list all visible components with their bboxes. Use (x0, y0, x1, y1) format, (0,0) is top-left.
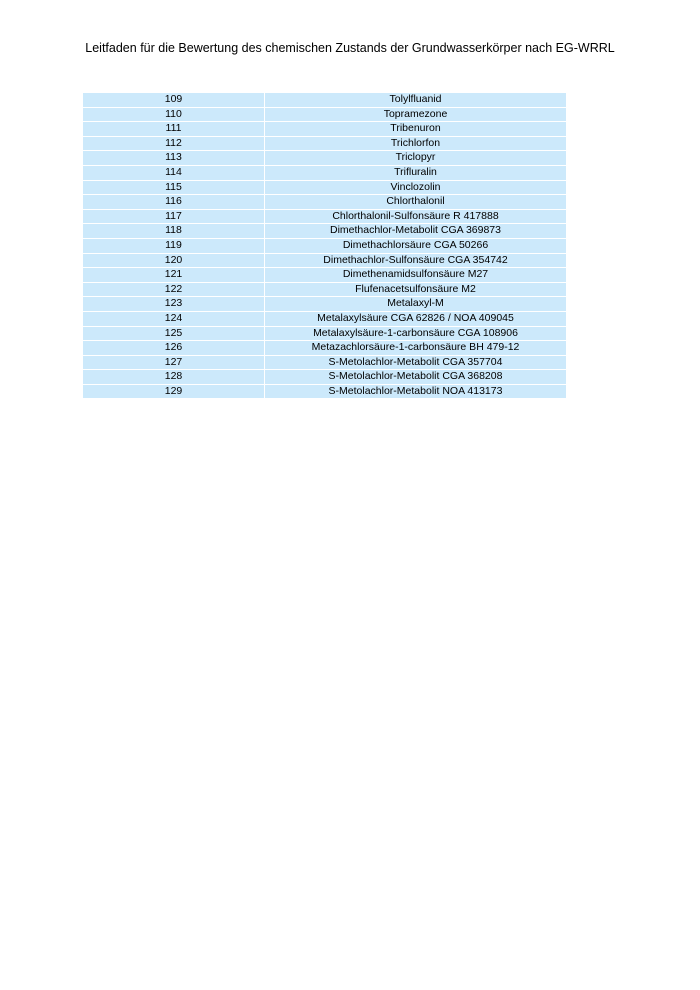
row-number-cell: 123 (83, 297, 265, 312)
row-number-cell: 116 (83, 195, 265, 210)
row-number-cell: 111 (83, 122, 265, 137)
table-row (83, 326, 566, 341)
page-header: Leitfaden für die Bewertung des chemischen Zustands der Grundwasserkörper nach EG-WRRL (85, 41, 615, 55)
table-row (83, 341, 566, 356)
substance-name-cell: Flufenacetsulfonsäure M2 (265, 282, 567, 297)
table-row (83, 253, 566, 268)
substance-name-cell: Dimethachlor-Metabolit CGA 369873 (265, 224, 567, 239)
substance-name-cell: Trichlorfon (265, 136, 567, 151)
substance-name-cell: S-Metolachlor-Metabolit CGA 357704 (265, 355, 567, 370)
substance-name-cell: Tolylfluanid (265, 93, 567, 107)
table-body (83, 93, 566, 399)
table-row (83, 384, 566, 399)
substance-name-cell: Metalaxylsäure CGA 62826 / NOA 409045 (265, 311, 567, 326)
row-number-cell: 110 (83, 107, 265, 122)
row-number-cell: 128 (83, 370, 265, 385)
substance-name-cell: Dimethachlorsäure CGA 50266 (265, 238, 567, 253)
row-number-cell: 121 (83, 268, 265, 283)
table-row (83, 297, 566, 312)
row-number-cell: 114 (83, 165, 265, 180)
row-number-cell: 124 (83, 311, 265, 326)
table-row (83, 209, 566, 224)
row-number-cell: 115 (83, 180, 265, 195)
row-number-cell: 109 (83, 93, 265, 107)
row-number-cell: 126 (83, 341, 265, 356)
row-number-cell: 112 (83, 136, 265, 151)
substance-name-cell: Trifluralin (265, 165, 567, 180)
row-number-cell: 119 (83, 238, 265, 253)
substance-name-cell: Metalaxylsäure-1-carbonsäure CGA 108906 (265, 326, 567, 341)
table-row (83, 195, 566, 210)
row-number-cell: 118 (83, 224, 265, 239)
table-row (83, 151, 566, 166)
substance-name-cell: Topramezone (265, 107, 567, 122)
row-number-cell: 127 (83, 355, 265, 370)
row-number-cell: 120 (83, 253, 265, 268)
table-row (83, 180, 566, 195)
substance-name-cell: Vinclozolin (265, 180, 567, 195)
substance-name-cell: S-Metolachlor-Metabolit CGA 368208 (265, 370, 567, 385)
table-row (83, 238, 566, 253)
substance-name-cell: Chlorthalonil (265, 195, 567, 210)
substance-name-cell: Chlorthalonil-Sulfonsäure R 417888 (265, 209, 567, 224)
table-row (83, 311, 566, 326)
row-number-cell: 129 (83, 384, 265, 399)
substance-name-cell: Metalaxyl-M (265, 297, 567, 312)
substance-name-cell: S-Metolachlor-Metabolit NOA 413173 (265, 384, 567, 399)
row-number-cell: 117 (83, 209, 265, 224)
table-row (83, 136, 566, 151)
substance-name-cell: Triclopyr (265, 151, 567, 166)
table-row (83, 107, 566, 122)
row-number-cell: 113 (83, 151, 265, 166)
table-row (83, 355, 566, 370)
table-row (83, 165, 566, 180)
row-number-cell: 122 (83, 282, 265, 297)
table-row (83, 268, 566, 283)
substance-name-cell: Dimethenamidsulfonsäure M27 (265, 268, 567, 283)
row-number-cell: 125 (83, 326, 265, 341)
substance-table (83, 93, 566, 399)
table-row (83, 224, 566, 239)
table-row (83, 282, 566, 297)
substance-name-cell: Metazachlorsäure-1-carbonsäure BH 479-12 (265, 341, 567, 356)
substance-name-cell: Tribenuron (265, 122, 567, 137)
table-row (83, 122, 566, 137)
substance-name-cell: Dimethachlor-Sulfonsäure CGA 354742 (265, 253, 567, 268)
table-row (83, 93, 566, 107)
table-row (83, 370, 566, 385)
